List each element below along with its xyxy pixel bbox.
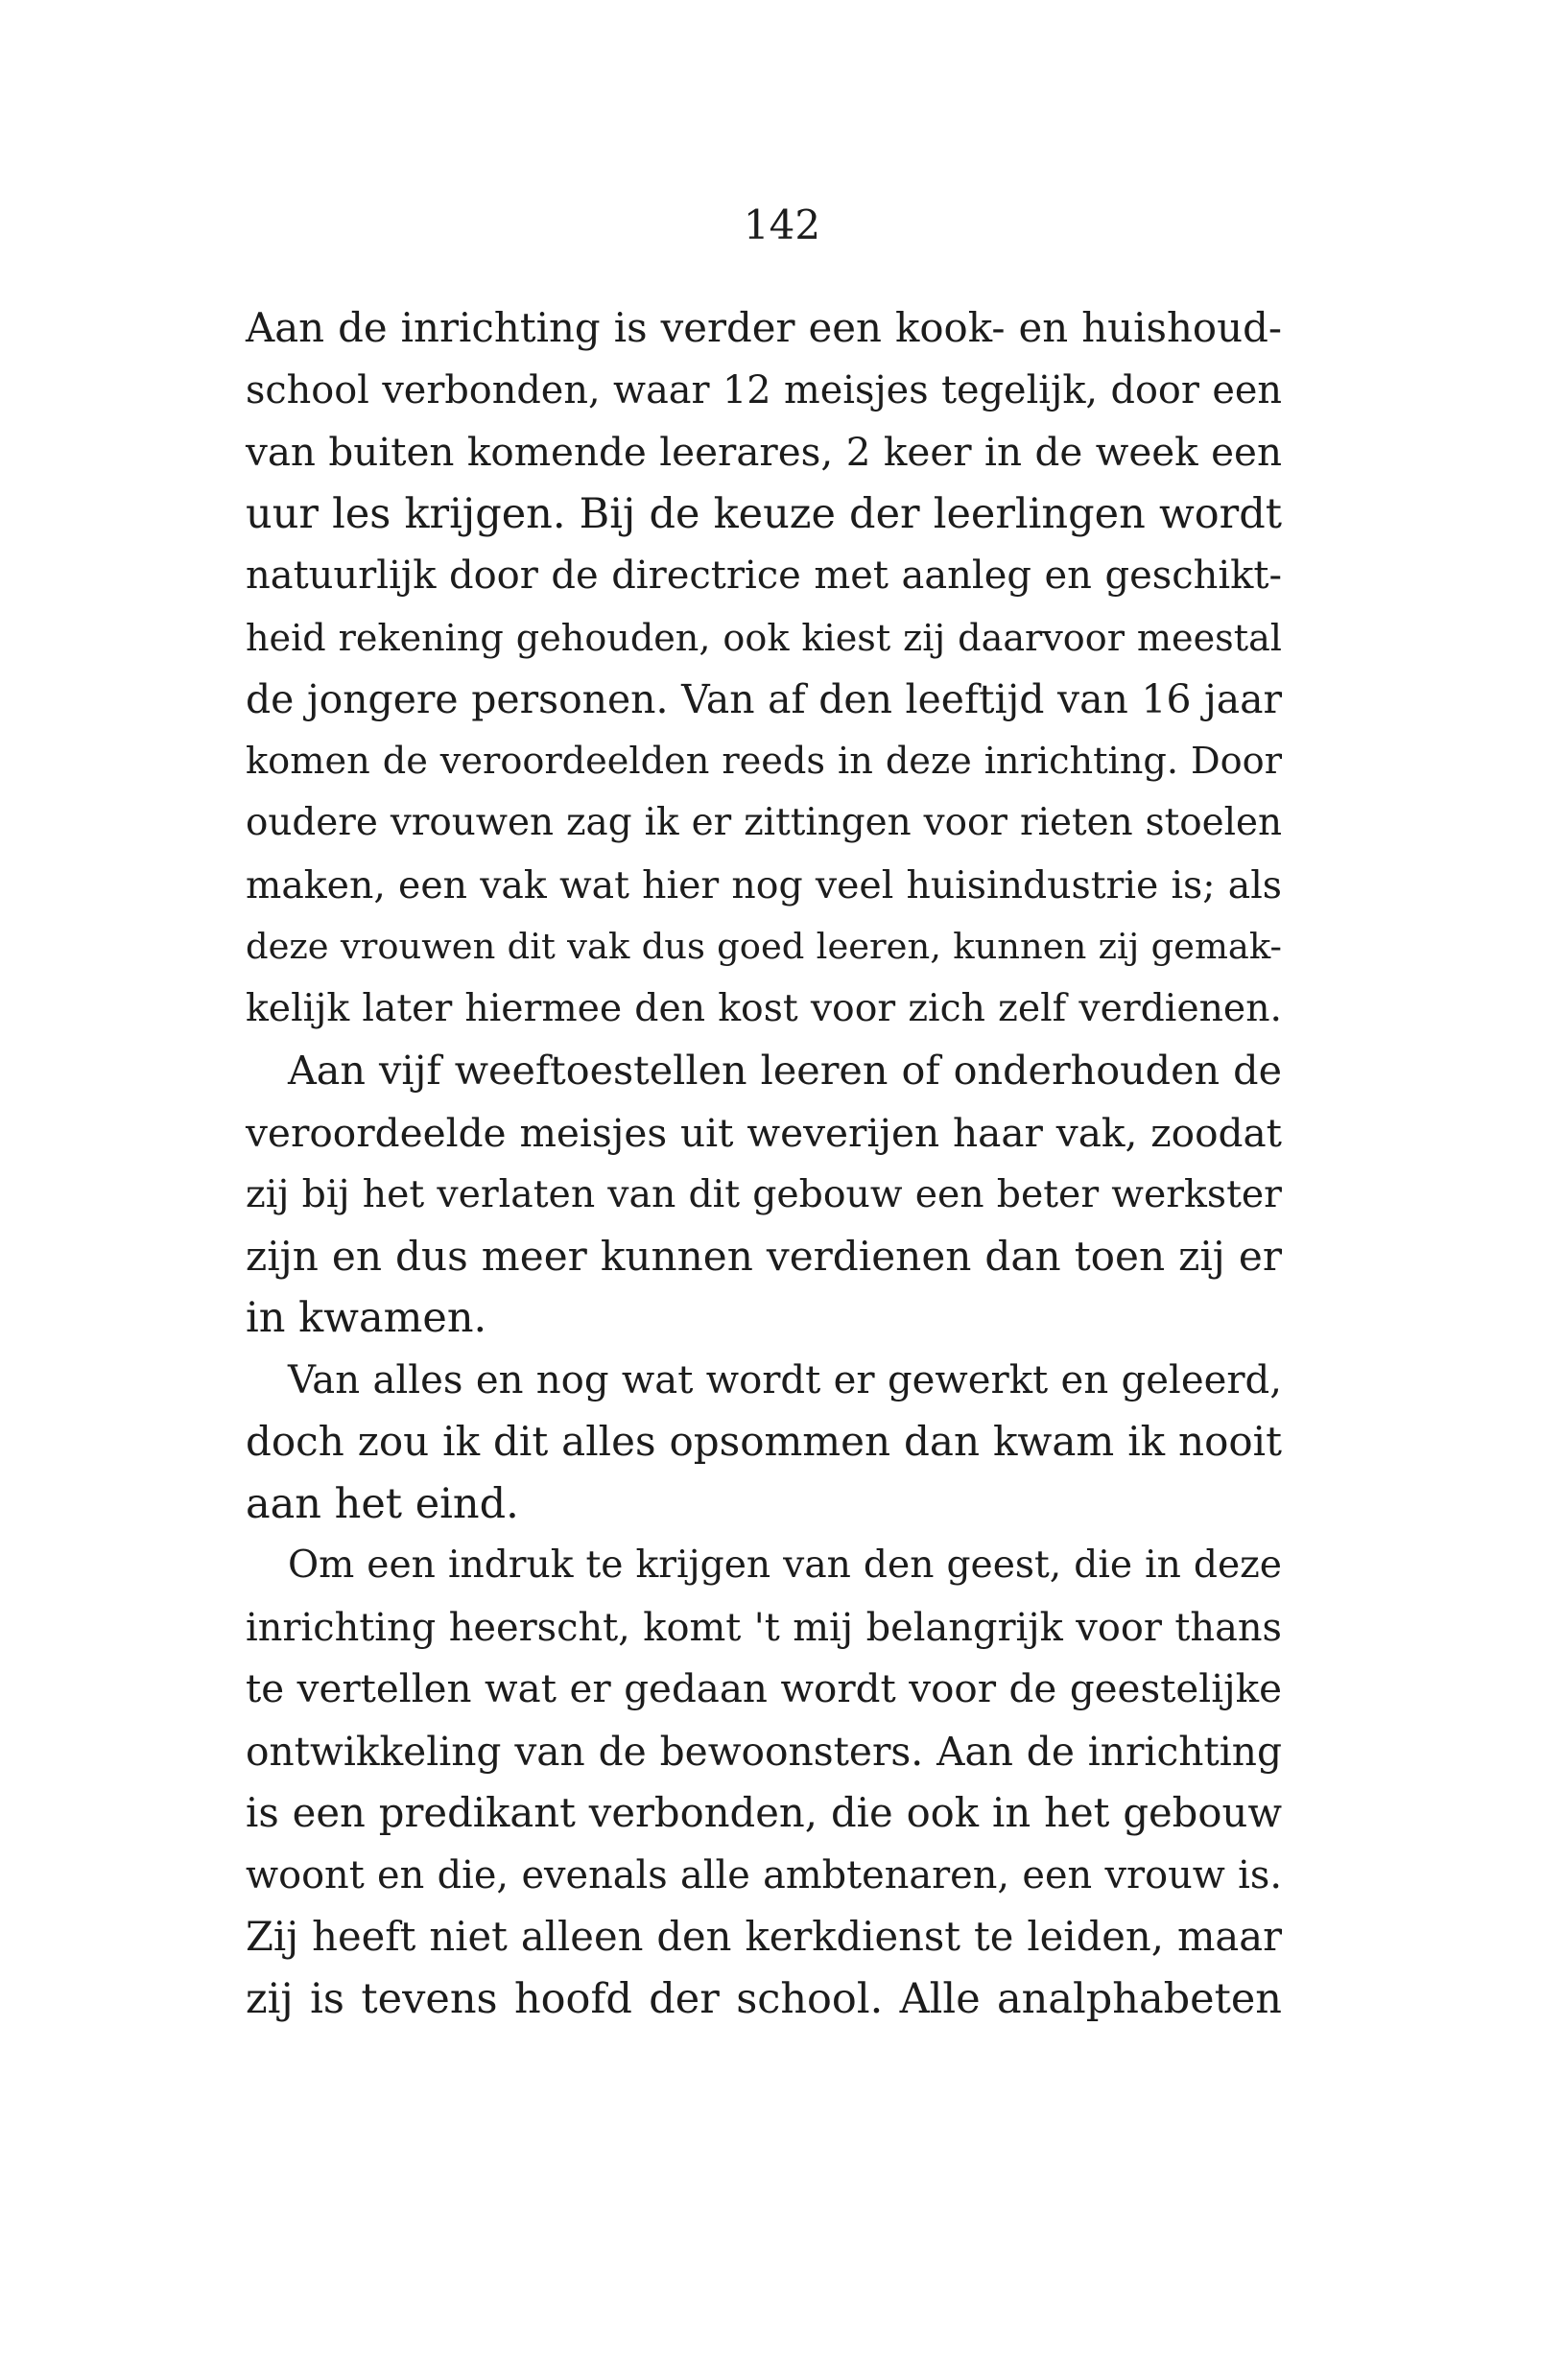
text-line: zijn en dus meer kunnen verdienen dan toen zij er <box>246 1232 1282 1280</box>
text-line: maken, een vak wat hier nog veel huisindustrie is; als <box>246 862 1282 907</box>
text-line: te vertellen wat er gedaan wordt voor de geestelijke <box>246 1666 1282 1711</box>
text-line: is een predikant verbonden, die ook in het gebouw <box>246 1789 1282 1836</box>
text-line: ontwikkeling van de bewoonsters. Aan de inrichting <box>246 1728 1282 1775</box>
text-line: van buiten komende leerares, 2 keer in de week een <box>246 429 1282 475</box>
text-line: woont en die, evenals alle ambtenaren, een vrouw is. <box>246 1852 1282 1897</box>
text-line: Aan de inrichting is verder een kook- en huishoud- <box>246 304 1282 351</box>
text-line: school verbonden, waar 12 meisjes tegelijk, door een <box>246 367 1282 412</box>
text-line: uur les krijgen. Bij de keuze der leerlingen wordt <box>246 489 1282 538</box>
text-line: zij is tevens hoofd der school. Alle analphabeten <box>246 1974 1282 2023</box>
text-line: deze vrouwen dit vak dus goed leeren, kunnen zij gemak- <box>246 926 1282 967</box>
text-line: de jongere personen. Van af den leeftijd van 16 jaar <box>246 676 1282 722</box>
text-line: veroordeelde meisjes uit weverijen haar vak, zoodat <box>246 1109 1282 1156</box>
text-line: zij bij het verlaten van dit gebouw een beter werkster <box>246 1172 1282 1216</box>
text-line: kelijk later hiermee den kost voor zich zelf verdienen. <box>246 986 1282 1030</box>
text-line: natuurlijk door de directrice met aanleg en geschikt- <box>246 554 1282 598</box>
text-line: Zij heeft niet alleen den kerkdienst te leiden, maar <box>246 1913 1282 1960</box>
body-text <box>246 297 1282 2030</box>
text-line: doch zou ik dit alles opsommen dan kwam ik nooit <box>246 1418 1282 1465</box>
text-line: oudere vrouwen zag ik er zittingen voor rieten stoelen <box>246 801 1282 844</box>
text-line: Van alles en nog wat wordt er gewerkt en geleerd, <box>288 1357 1282 1402</box>
text-line: inrichting heerscht, komt 't mij belangrijk voor thans <box>246 1605 1282 1650</box>
page-number: 142 <box>743 201 821 248</box>
text-line: heid rekening gehouden, ook kiest zij daarvoor meestal <box>246 616 1282 659</box>
text-line: in kwamen. <box>246 1294 487 1342</box>
text-line: komen de veroordeelden reeds in deze inrichting. Door <box>246 739 1282 783</box>
text-line: aan het eind. <box>246 1479 519 1528</box>
text-line: Aan vijf weeftoestellen leeren of onderhouden de <box>288 1048 1282 1094</box>
text-line: Om een indruk te krijgen van den geest, die in deze <box>288 1543 1282 1587</box>
